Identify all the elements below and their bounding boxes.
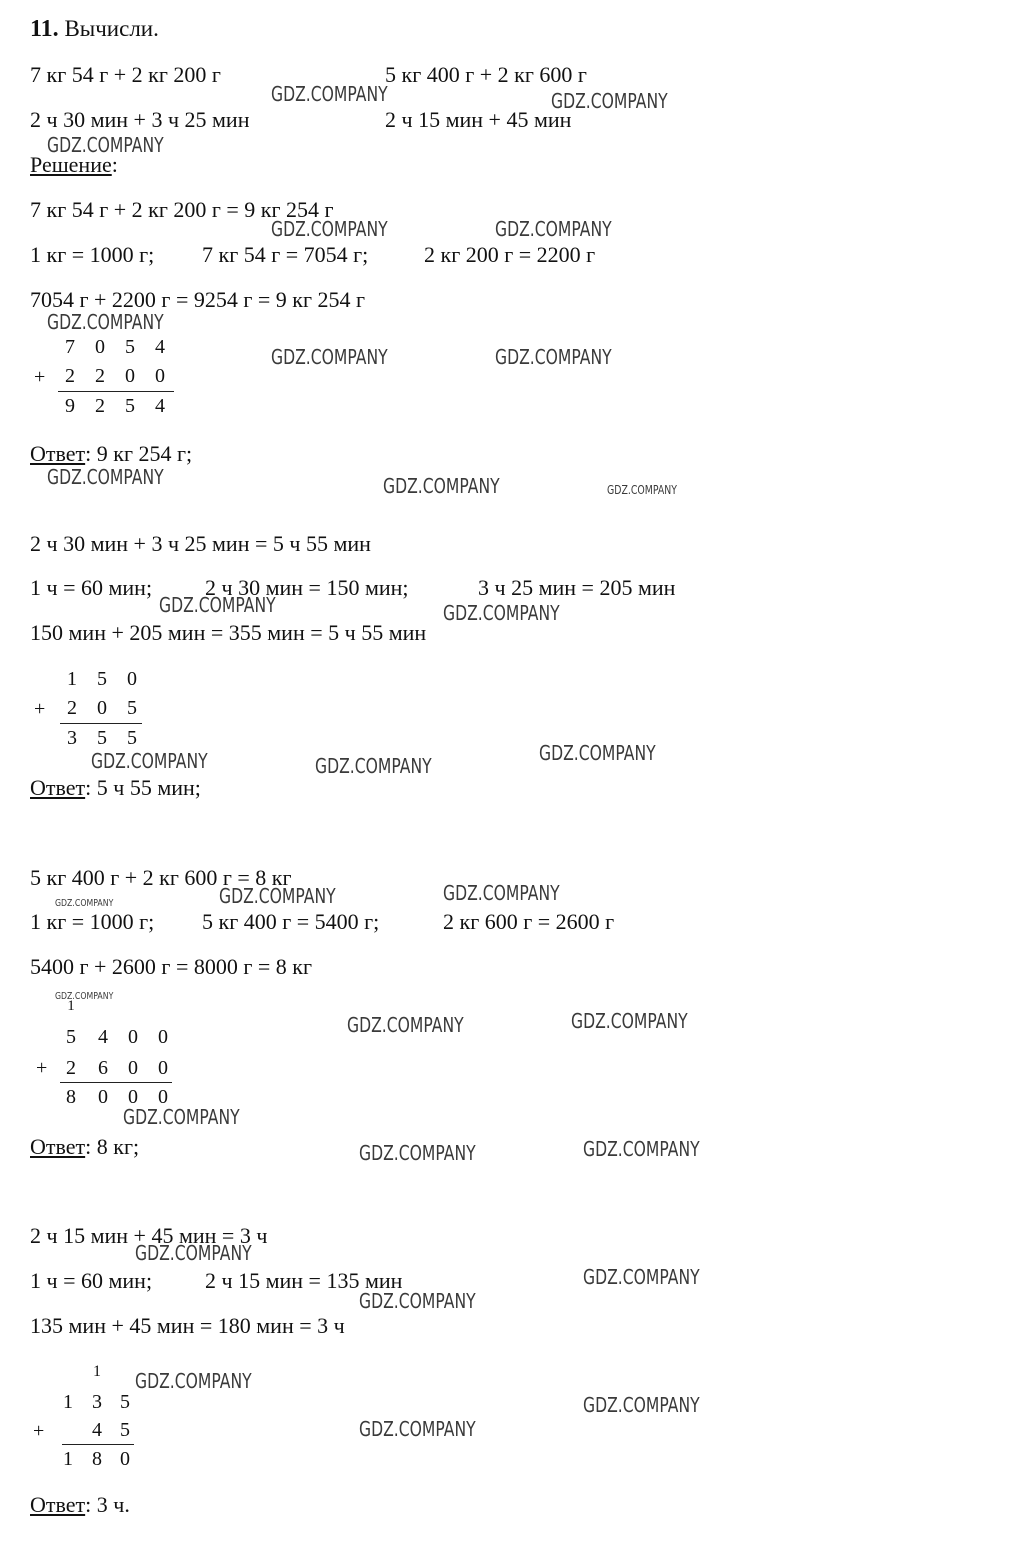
sum-line — [58, 391, 174, 392]
column-digit: 4 — [98, 1026, 108, 1048]
carry-digit: 1 — [67, 998, 75, 1014]
solution-heading — [30, 154, 118, 176]
column-digit: 0 — [158, 1086, 168, 1108]
column-digit: 2 — [95, 365, 105, 387]
exercise-instruction: Вычисли. — [64, 16, 159, 41]
column-digit: 4 — [155, 395, 165, 417]
column-digit: 2 — [67, 697, 77, 719]
sum-line — [62, 1444, 134, 1445]
solution-colon: : — [111, 152, 118, 177]
part2-conversion-1: 1 ч = 60 мин; — [30, 575, 153, 600]
watermark: GDZ.COMPANY — [315, 754, 432, 778]
exercise-number: 11. — [30, 16, 59, 42]
watermark: GDZ.COMPANY — [583, 1265, 700, 1289]
watermark: GDZ.COMPANY — [55, 991, 114, 1002]
column-digit: 0 — [128, 1057, 138, 1079]
column-digit: 5 — [97, 727, 107, 749]
carry-digit: 1 — [93, 1363, 101, 1380]
answer-value: : 9 кг 254 г; — [85, 441, 193, 466]
watermark: GDZ.COMPANY — [219, 884, 336, 908]
part3-conversion-2: 5 кг 400 г = 5400 г; — [202, 909, 380, 934]
column-digit: 5 — [125, 336, 135, 358]
column-digit: 0 — [128, 1026, 138, 1048]
watermark: GDZ.COMPANY — [47, 133, 164, 157]
column-digit: 4 — [155, 336, 165, 358]
sum-line — [60, 723, 142, 724]
column-digit: 3 — [67, 727, 77, 749]
plus-sign: + — [33, 1420, 45, 1442]
column-digit: 3 — [92, 1391, 102, 1413]
column-digit: 0 — [127, 668, 137, 690]
part1-sum: 7054 г + 2200 г = 9254 г = 9 кг 254 г — [30, 287, 366, 312]
part3-answer — [30, 1136, 139, 1158]
plus-sign: + — [34, 698, 46, 720]
part4-sum: 135 мин + 45 мин = 180 мин = 3 ч — [30, 1313, 345, 1338]
answer-label: Ответ — [30, 1492, 86, 1517]
column-digit: 1 — [63, 1391, 73, 1413]
column-digit: 2 — [66, 1057, 76, 1079]
watermark: GDZ.COMPANY — [539, 741, 656, 765]
part1-conversion-3: 2 кг 200 г = 2200 г — [424, 242, 596, 267]
watermark: GDZ.COMPANY — [359, 1141, 476, 1165]
watermark: GDZ.COMPANY — [123, 1105, 240, 1129]
watermark: GDZ.COMPANY — [159, 593, 276, 617]
column-digit: 0 — [97, 697, 107, 719]
watermark: GDZ.COMPANY — [583, 1393, 700, 1417]
part1-conversion-2: 7 кг 54 г = 7054 г; — [202, 242, 369, 267]
watermark: GDZ.COMPANY — [551, 89, 668, 113]
task-expression-2: 5 кг 400 г + 2 кг 600 г — [385, 62, 587, 87]
column-digit: 7 — [65, 336, 75, 358]
column-digit: 5 — [125, 395, 135, 417]
part2-answer — [30, 777, 201, 799]
watermark: GDZ.COMPANY — [55, 898, 114, 909]
watermark: GDZ.COMPANY — [359, 1289, 476, 1313]
solution-label: Решение — [30, 152, 112, 177]
column-digit: 0 — [125, 365, 135, 387]
watermark: GDZ.COMPANY — [271, 82, 388, 106]
answer-label: Ответ — [30, 441, 86, 466]
watermark: GDZ.COMPANY — [359, 1417, 476, 1441]
watermark: GDZ.COMPANY — [571, 1009, 688, 1033]
part3-conversion-1: 1 кг = 1000 г; — [30, 909, 155, 934]
watermark: GDZ.COMPANY — [271, 217, 388, 241]
watermark: GDZ.COMPANY — [271, 345, 388, 369]
plus-sign: + — [36, 1057, 48, 1079]
part4-equation: 2 ч 15 мин + 45 мин = 3 ч — [30, 1223, 268, 1248]
part4-conversion-1: 1 ч = 60 мин; — [30, 1268, 153, 1293]
column-digit: 2 — [65, 365, 75, 387]
sum-line — [60, 1082, 172, 1083]
answer-value: : 5 ч 55 мин; — [85, 775, 201, 800]
column-digit: 0 — [158, 1026, 168, 1048]
part1-conversion-1: 1 кг = 1000 г; — [30, 242, 155, 267]
answer-label: Ответ — [30, 775, 86, 800]
column-digit: 5 — [120, 1391, 130, 1413]
column-digit: 0 — [95, 336, 105, 358]
column-digit: 0 — [120, 1448, 130, 1470]
column-digit: 0 — [155, 365, 165, 387]
exercise-title — [30, 16, 159, 43]
watermark: GDZ.COMPANY — [135, 1241, 252, 1265]
column-digit: 0 — [128, 1086, 138, 1108]
answer-value: : 3 ч. — [85, 1492, 130, 1517]
column-digit: 1 — [63, 1448, 73, 1470]
column-digit: 0 — [98, 1086, 108, 1108]
watermark: GDZ.COMPANY — [347, 1013, 464, 1037]
part1-equation: 7 кг 54 г + 2 кг 200 г = 9 кг 254 г — [30, 197, 334, 222]
column-digit: 5 — [127, 727, 137, 749]
part2-conversion-3: 3 ч 25 мин = 205 мин — [478, 575, 676, 600]
watermark: GDZ.COMPANY — [443, 881, 560, 905]
column-digit: 5 — [66, 1026, 76, 1048]
answer-value: : 8 кг; — [85, 1134, 140, 1159]
watermark: GDZ.COMPANY — [47, 310, 164, 334]
task-expression-1: 7 кг 54 г + 2 кг 200 г — [30, 62, 221, 87]
watermark: GDZ.COMPANY — [383, 474, 500, 498]
column-digit: 8 — [66, 1086, 76, 1108]
part1-answer — [30, 443, 192, 465]
column-digit: 0 — [158, 1057, 168, 1079]
part2-conversion-2: 2 ч 30 мин = 150 мин; — [205, 575, 409, 600]
answer-label: Ответ — [30, 1134, 86, 1159]
watermark: GDZ.COMPANY — [91, 749, 208, 773]
column-digit: 2 — [95, 395, 105, 417]
part4-conversion-2: 2 ч 15 мин = 135 мин — [205, 1268, 403, 1293]
column-digit: 6 — [98, 1057, 108, 1079]
part2-sum: 150 мин + 205 мин = 355 мин = 5 ч 55 мин — [30, 620, 427, 645]
task-expression-3: 2 ч 30 мин + 3 ч 25 мин — [30, 107, 250, 132]
part3-equation: 5 кг 400 г + 2 кг 600 г = 8 кг — [30, 865, 292, 890]
column-digit: 9 — [65, 395, 75, 417]
part4-answer — [30, 1494, 130, 1516]
watermark: GDZ.COMPANY — [607, 483, 678, 497]
watermark: GDZ.COMPANY — [583, 1137, 700, 1161]
column-digit: 1 — [67, 668, 77, 690]
watermark: GDZ.COMPANY — [495, 217, 612, 241]
watermark: GDZ.COMPANY — [443, 601, 560, 625]
part3-conversion-3: 2 кг 600 г = 2600 г — [443, 909, 615, 934]
column-digit: 5 — [97, 668, 107, 690]
part2-equation: 2 ч 30 мин + 3 ч 25 мин = 5 ч 55 мин — [30, 531, 371, 556]
watermark: GDZ.COMPANY — [135, 1369, 252, 1393]
column-digit: 5 — [127, 697, 137, 719]
column-digit: 4 — [92, 1419, 102, 1441]
column-digit: 5 — [120, 1419, 130, 1441]
task-expression-4: 2 ч 15 мин + 45 мин — [385, 107, 572, 132]
plus-sign: + — [34, 366, 46, 388]
column-digit: 8 — [92, 1448, 102, 1470]
part3-sum: 5400 г + 2600 г = 8000 г = 8 кг — [30, 954, 313, 979]
watermark: GDZ.COMPANY — [47, 465, 164, 489]
watermark: GDZ.COMPANY — [495, 345, 612, 369]
